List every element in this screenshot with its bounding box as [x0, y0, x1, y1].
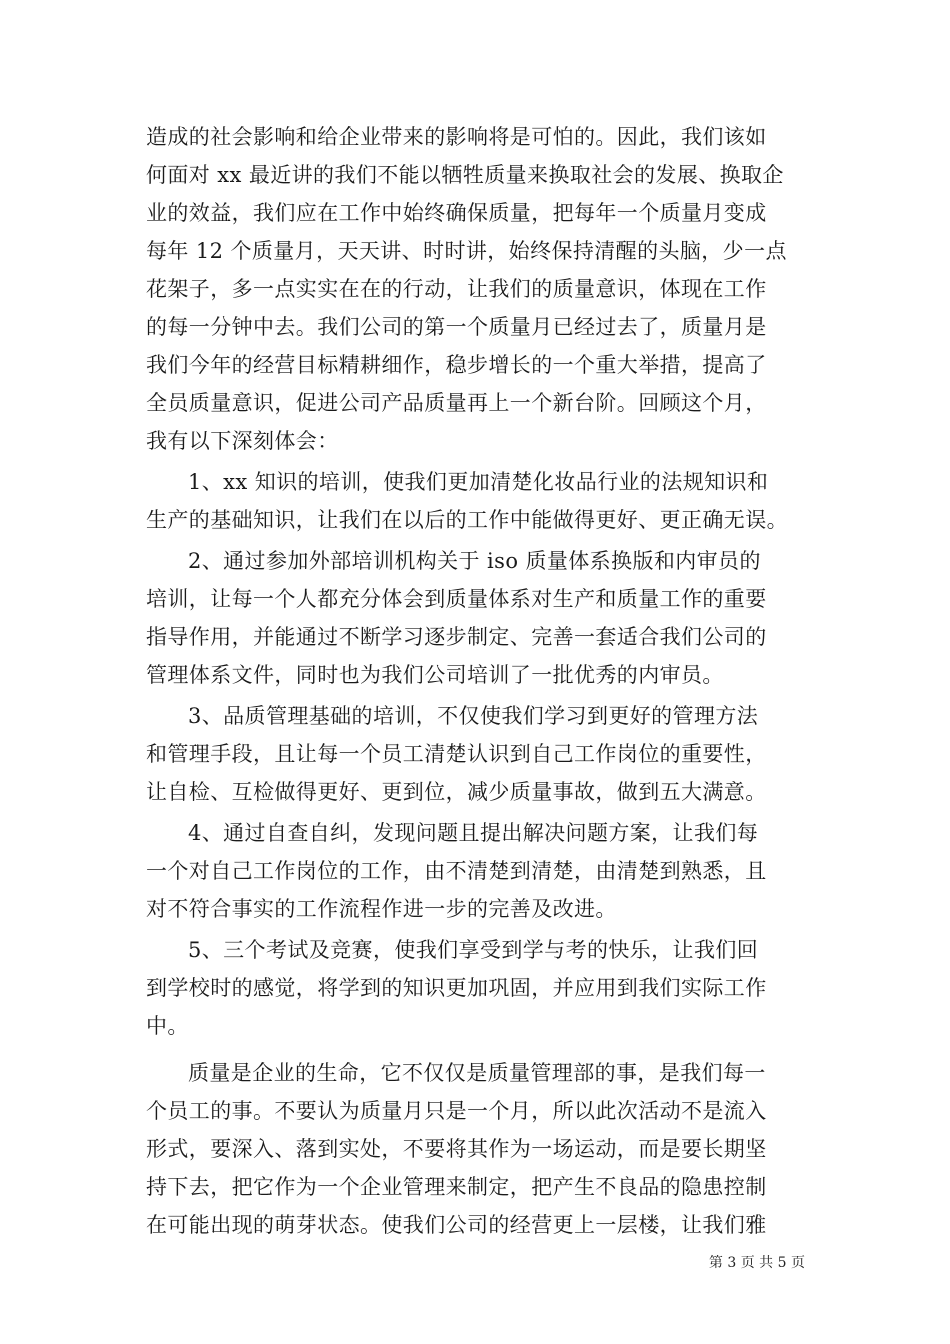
text-line: 造成的社会影响和给企业带来的影响将是可怕的。因此，我们该如	[146, 125, 767, 149]
text-line: 何面对 xx 最近讲的我们不能以牺牲质量来换取社会的发展、换取企	[146, 163, 784, 187]
text-line: 我们今年的经营目标精耕细作，稳步增长的一个重大举措，提高了	[146, 353, 767, 377]
text-line: 2、通过参加外部培训机构关于 iso 质量体系换版和内审员的	[188, 549, 761, 573]
text-line: 管理体系文件，同时也为我们公司培训了一批优秀的内审员。	[146, 663, 724, 687]
paragraph-item-2	[146, 542, 810, 694]
text-line: 全员质量意识，促进公司产品质量再上一个新台阶。回顾这个月，	[146, 391, 767, 415]
text-line: 花架子，多一点实实在在的行动，让我们的质量意识，体现在工作	[146, 277, 767, 301]
page-number: 第 3 页 共 5 页	[708, 1255, 805, 1271]
text-line: 形式，要深入、落到实处，不要将其作为一场运动，而是要长期坚	[146, 1137, 767, 1161]
text-line: 每年 12 个质量月，天天讲、时时讲，始终保持清醒的头脑，少一点	[146, 239, 787, 263]
text-line: 的每一分钟中去。我们公司的第一个质量月已经过去了，质量月是	[146, 315, 767, 339]
text-line: 生产的基础知识，让我们在以后的工作中能做得更好、更正确无误。	[146, 508, 788, 532]
text-line: 到学校时的感觉，将学到的知识更加巩固，并应用到我们实际工作	[146, 976, 767, 1000]
text-line: 我有以下深刻体会：	[146, 429, 339, 453]
text-line: 一个对自己工作岗位的工作，由不清楚到清楚，由清楚到熟悉，且	[146, 859, 767, 883]
paragraph-item-1	[146, 463, 810, 539]
text-line: 1、xx 知识的培训，使我们更加清楚化妆品行业的法规知识和	[188, 470, 769, 494]
paragraph-conclusion	[146, 1054, 810, 1244]
text-line: 质量是企业的生命，它不仅仅是质量管理部的事，是我们每一	[188, 1061, 766, 1085]
paragraph-item-4	[146, 814, 810, 928]
text-line: 和管理手段，且让每一个员工清楚认识到自己工作岗位的重要性，	[146, 742, 767, 766]
paragraph-item-3	[146, 697, 810, 811]
text-line: 中。	[146, 1014, 189, 1038]
text-line: 培训，让每一个人都充分体会到质量体系对生产和质量工作的重要	[146, 587, 767, 611]
text-line: 在可能出现的萌芽状态。使我们公司的经营更上一层楼，让我们雅	[146, 1213, 767, 1237]
text-line: 5、三个考试及竞赛，使我们享受到学与考的快乐，让我们回	[188, 938, 759, 962]
text-line: 让自检、互检做得更好、更到位，减少质量事故，做到五大满意。	[146, 780, 767, 804]
text-line: 4、通过自查自纠，发现问题且提出解决问题方案，让我们每	[188, 821, 759, 845]
text-line: 3、品质管理基础的培训，不仅使我们学习到更好的管理方法	[188, 704, 759, 728]
text-line: 持下去，把它作为一个企业管理来制定，把产生不良品的隐患控制	[146, 1175, 767, 1199]
text-line: 业的效益，我们应在工作中始终确保质量，把每年一个质量月变成	[146, 201, 767, 225]
text-line: 指导作用，并能通过不断学习逐步制定、完善一套适合我们公司的	[146, 625, 767, 649]
paragraph-intro	[146, 118, 810, 460]
text-line: 对不符合事实的工作流程作进一步的完善及改进。	[146, 897, 617, 921]
text-line: 个员工的事。不要认为质量月只是一个月，所以此次活动不是流入	[146, 1099, 767, 1123]
paragraph-item-5	[146, 931, 810, 1045]
document-body	[146, 118, 810, 1244]
